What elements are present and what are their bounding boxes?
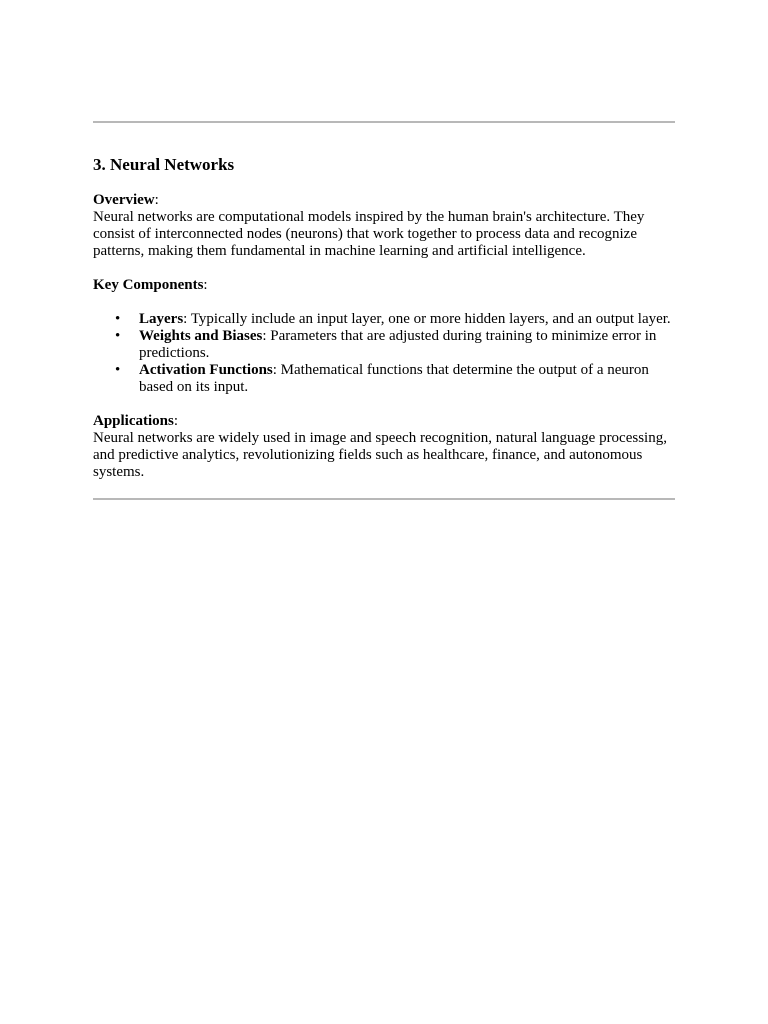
list-item-text: : Typically include an input layer, one or more hidden layers, and an output layer. [183, 311, 671, 327]
applications-colon: : [173, 413, 179, 429]
list-item [93, 328, 675, 362]
overview-colon: : [154, 192, 159, 208]
key-components-colon: : [203, 277, 208, 293]
section-heading: 3. Neural Networks [93, 155, 235, 174]
overview-label-line [93, 192, 675, 209]
applications-label-line [93, 413, 675, 430]
bottom-divider [93, 498, 675, 500]
list-item [93, 362, 675, 396]
list-item-text: : Mathematical functions that determine the output of a neuron based on its input. [139, 362, 649, 395]
applications-label: Applications [93, 413, 174, 429]
applications-paragraph: Neural networks are widely used in image and speech recognition, natural language processing, and predictive analytics, revolutionizing fields such as healthcare, finance, and autonomous systems. [93, 430, 667, 480]
bullet-icon: • [115, 362, 121, 378]
document-page [93, 0, 675, 500]
key-components-list [93, 311, 675, 396]
key-components-label-line [93, 277, 675, 294]
list-item-term: Layers [139, 311, 184, 327]
key-components-label: Key Components [93, 277, 204, 293]
overview-label: Overview [93, 192, 155, 208]
top-divider [93, 121, 675, 123]
list-item-text: : Parameters that are adjusted during training to minimize error in predictions. [139, 328, 657, 361]
bullet-icon: • [115, 328, 121, 344]
overview-paragraph: Neural networks are computational models inspired by the human brain's architecture. They consist of interconnected nodes (neurons) that work together to process data and recognize patterns, making them fundamental in machine learning and artificial intelligence. [93, 209, 645, 259]
list-item-term: Weights and Biases [139, 328, 263, 344]
list-item [93, 311, 675, 328]
bullet-icon: • [115, 311, 121, 327]
list-item-term: Activation Functions [139, 362, 273, 378]
